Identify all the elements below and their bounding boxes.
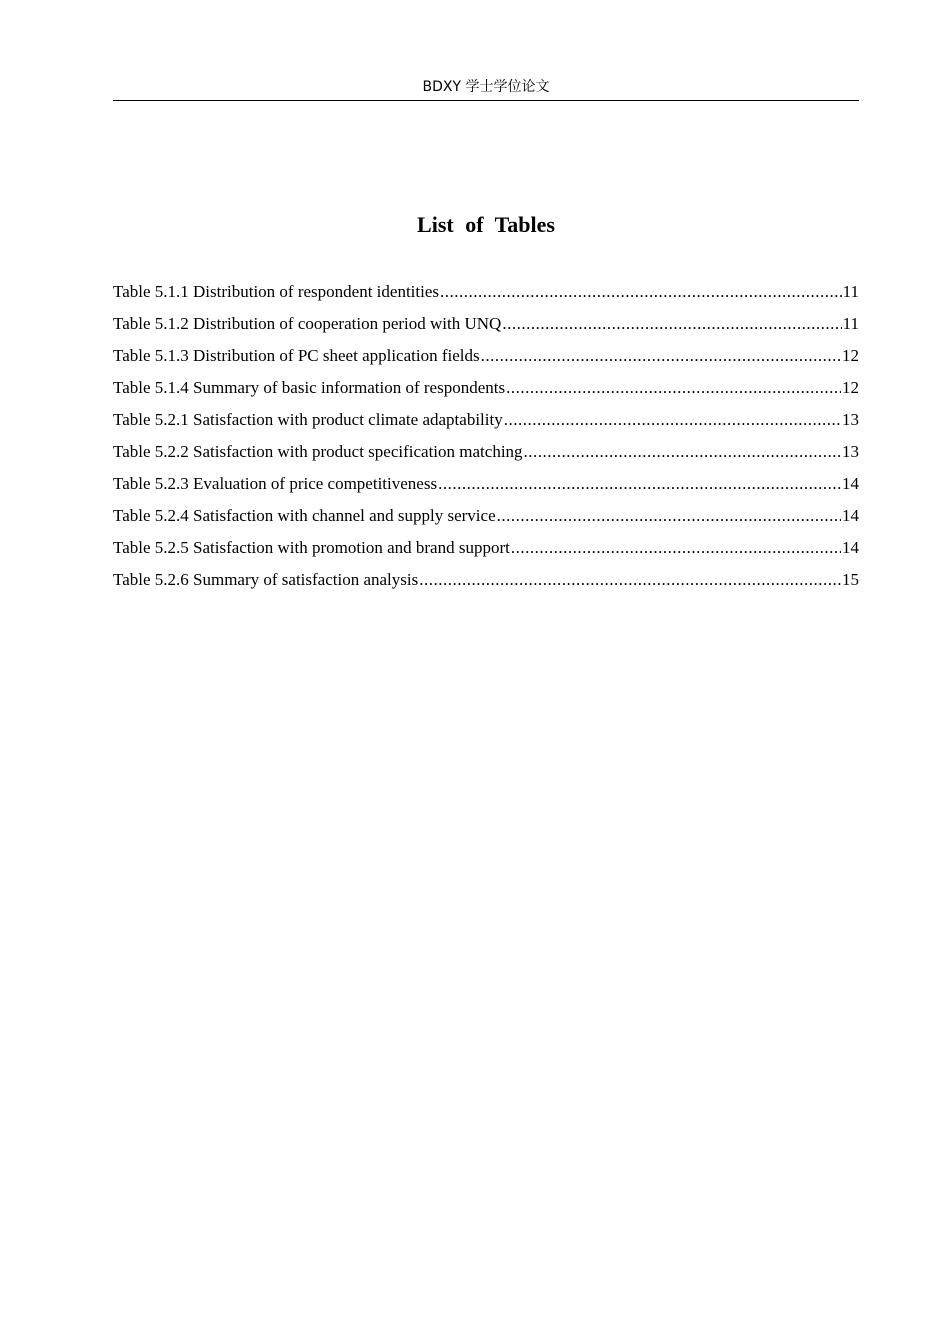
toc-entry-page: 14 — [842, 538, 859, 557]
toc-entry[interactable] — [113, 439, 859, 471]
toc-entry-label: Table 5.2.3 Evaluation of price competitiveness — [113, 474, 438, 493]
toc-entry[interactable] — [113, 279, 859, 311]
toc-dot-leader — [481, 343, 841, 369]
toc-dot-leader — [524, 439, 841, 465]
toc-entry[interactable] — [113, 503, 859, 535]
toc-dot-leader — [438, 471, 841, 497]
toc-entry-label: Table 5.1.1 Distribution of respondent identities — [113, 282, 440, 301]
toc-entry-page: 15 — [842, 570, 859, 589]
toc-dot-leader — [504, 407, 841, 433]
toc-dot-leader — [506, 375, 841, 401]
toc-entry-page: 13 — [842, 410, 859, 429]
toc-entry-label: Table 5.2.1 Satisfaction with product climate adaptability — [113, 410, 503, 429]
header-rule — [113, 100, 859, 101]
toc-dot-leader — [440, 279, 842, 305]
toc-entry-label: Table 5.2.6 Summary of satisfaction analysis — [113, 570, 419, 589]
list-of-tables — [113, 279, 859, 599]
toc-entry-label: Table 5.2.5 Satisfaction with promotion and brand support — [113, 538, 510, 557]
toc-entry-page: 12 — [842, 378, 859, 397]
toc-entry-page: 11 — [842, 282, 859, 301]
list-of-tables-title: List of Tables — [417, 212, 555, 237]
toc-entry[interactable] — [113, 407, 859, 439]
toc-entry[interactable] — [113, 567, 859, 599]
toc-dot-leader — [511, 535, 841, 561]
toc-dot-leader — [419, 567, 841, 593]
toc-entry-label: Table 5.2.2 Satisfaction with product specification matching — [113, 442, 523, 461]
toc-entry[interactable] — [113, 375, 859, 407]
toc-entry-page: 14 — [842, 474, 859, 493]
toc-entry-page: 14 — [842, 506, 859, 525]
toc-entry-label: Table 5.1.2 Distribution of cooperation period with UNQ — [113, 314, 502, 333]
toc-entry[interactable] — [113, 535, 859, 567]
toc-entry-label: Table 5.2.4 Satisfaction with channel and supply service — [113, 506, 496, 525]
toc-entry[interactable] — [113, 311, 859, 343]
toc-dot-leader — [502, 311, 841, 337]
running-header: BDXY 学士学位论文 — [422, 79, 550, 95]
toc-entry-page: 12 — [842, 346, 859, 365]
toc-entry[interactable] — [113, 343, 859, 375]
toc-entry-label: Table 5.1.4 Summary of basic information of respondents — [113, 378, 506, 397]
toc-entry-label: Table 5.1.3 Distribution of PC sheet application fields — [113, 346, 480, 365]
toc-entry-page: 13 — [842, 442, 859, 461]
toc-entry-page: 11 — [842, 314, 859, 333]
toc-entry[interactable] — [113, 471, 859, 503]
toc-dot-leader — [497, 503, 841, 529]
